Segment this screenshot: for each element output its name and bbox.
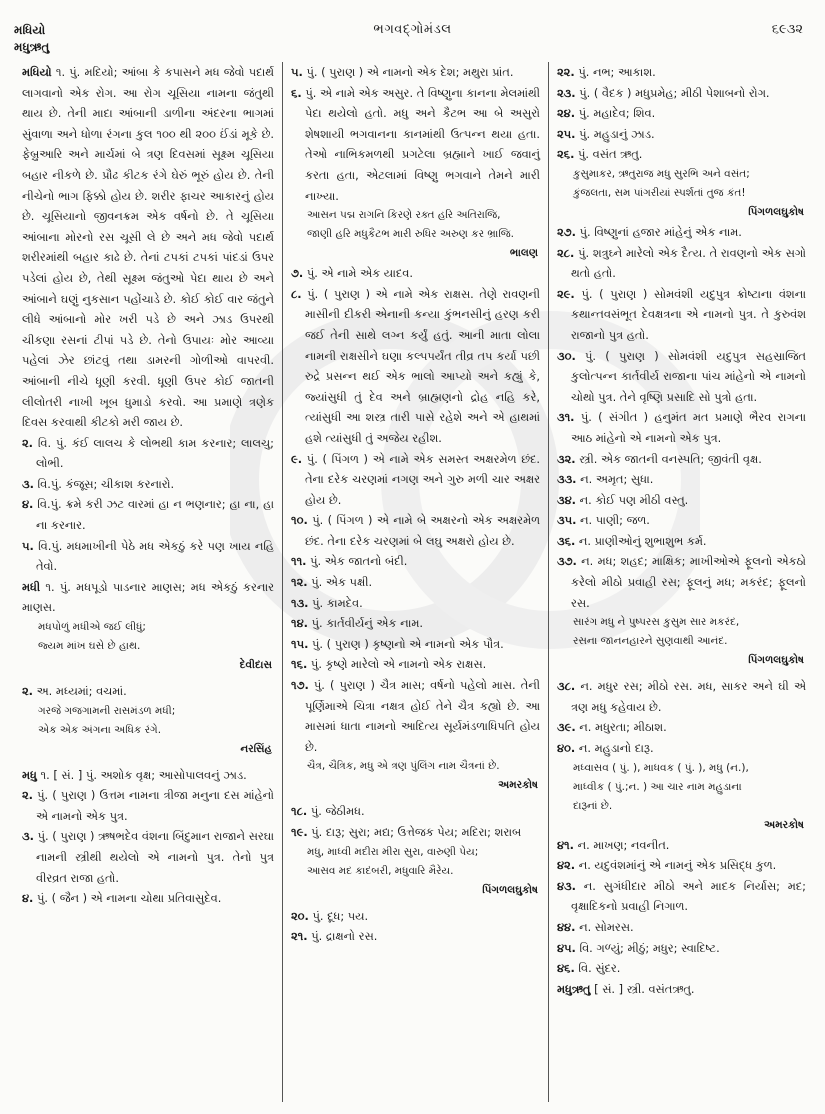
definition-text: ન. પ્રાણીઓનું શુભાશુભ કર્મ.	[578, 533, 707, 548]
definition-text: પું. મહુડાનું ઝાડ.	[579, 126, 655, 141]
sense-number: ૪૧.	[557, 837, 574, 852]
citation-verse	[22, 702, 274, 740]
guide-word-last: મધુઋતુ	[14, 40, 50, 54]
sense-item	[557, 938, 806, 959]
sense-item	[557, 676, 806, 717]
sense-item	[22, 826, 274, 888]
sense-item	[557, 835, 806, 856]
headword: મધુઋતુ	[557, 981, 591, 996]
sense-item	[557, 551, 806, 613]
sense-item	[557, 284, 806, 346]
sense-number: ૨.	[22, 684, 34, 699]
definition-text: ન. યદુવંશમાંનું એ નામનું એક પ્રસિદ્ધ કુળ.	[578, 858, 777, 873]
sense-number: ૧૨.	[291, 575, 308, 590]
citation-verse	[22, 618, 274, 656]
verse-line: મધપોળું મધીએ જઈ લીધું;	[38, 621, 146, 634]
sense-item	[557, 469, 806, 490]
sense-number: ૧૪.	[291, 616, 308, 631]
definition-text: ન. મધ; શહદ; માક્ષિક; માખીઓએ ફૂલનો એકઠો કરેલો મીઠો પ્રવાહી રસ; ફૂલનું મધ; મકરંદ; ફૂલનો રસ.	[571, 554, 807, 610]
sense-number: ૩૧.	[557, 410, 575, 425]
sense-item	[557, 531, 806, 552]
sense-number: ૧૩.	[291, 595, 309, 610]
sense-number: ૩૨.	[557, 451, 576, 466]
sense-item	[557, 407, 806, 448]
sense-number: ૩૫.	[557, 513, 577, 528]
sense-number: ૭.	[291, 266, 304, 281]
sense-number: ૯.	[291, 451, 303, 466]
verse-line: કુસુમાકર, ઋતુરાજ મધુ સુરભિ અને વસંત;	[573, 167, 750, 180]
sense-item	[557, 83, 806, 104]
page-header	[0, 12, 825, 60]
sense-item	[291, 675, 540, 757]
citation-verse	[557, 613, 806, 651]
citation-source: અમરકોષ	[764, 818, 804, 831]
dictionary-entry	[22, 577, 274, 618]
verse-line: સારંગ મધુ ને પુષ્પરસ કુસુમ સાર મકરંદ,	[573, 616, 740, 629]
definition-text: ન. અમૃત; સુધા.	[580, 472, 654, 487]
verse-line: જાણી હરિ મધુકૈટભ મારી રુધિર અરુણ કર ભ્રાજિ.	[307, 228, 515, 241]
sense-number: ૨૮.	[557, 245, 575, 260]
definition-text: અ. મધ્યમાં; વચમાં.	[36, 684, 127, 699]
sense-number: ૨.	[22, 788, 34, 803]
sense-item	[291, 449, 540, 511]
sense-number: ૨૭.	[557, 224, 576, 239]
definition-text: પું. ( પુરાણ ) ઋષભદેવ વંશના બિંદુમાન રાજાને સરઘા નામની સ્ત્રીથી થયેલો એ નામનો પુત્ર. તેનો પુત્ર વીરવ્રત રાજા હતો.	[36, 829, 274, 885]
sense-number: ૪.	[22, 497, 34, 512]
verse-line: મધ્વાસવ ( પું. ), માધવક ( પું. ), મધુ (ન.),	[573, 761, 749, 774]
sense-item	[22, 494, 274, 535]
definition-text: વિ. ગળ્યું; મીઠું; મધુર; સ્વાદિષ્ટ.	[579, 940, 720, 955]
definition-text: ન. મધુર રસ; મીઠો રસ. મધ, સાકર અને ઘી એ ત્રણ મધુ કહેવાય છે.	[571, 679, 806, 714]
sense-number: ૨૬.	[557, 147, 575, 162]
sense-item	[291, 284, 540, 449]
definition-text: ન. પાણી; જળ.	[580, 513, 650, 528]
sense-item	[557, 717, 806, 738]
sense-number: ૨૯.	[557, 286, 575, 301]
sense-item	[22, 681, 274, 702]
sense-item	[291, 906, 540, 927]
verse-line: એક એક અંગના અધિક રંગે.	[38, 723, 162, 736]
sense-item	[557, 222, 806, 243]
sense-item	[557, 346, 806, 408]
sense-number: ૪૫.	[557, 940, 576, 955]
verse-line: દારૂનાં છે.	[573, 799, 613, 812]
sense-item	[291, 593, 540, 614]
definition-text: પું. ( પુરાણ ) ઉત્તમ નામના ત્રીજા મનુના દસ માંહેનો એ નામનો એક પુત્ર.	[36, 788, 275, 823]
sense-item	[557, 144, 806, 165]
sense-item	[557, 490, 806, 511]
definition-text: વિ.પું. કંજૂસ; ચીકાશ કરનારો.	[37, 476, 175, 491]
dictionary-entry	[22, 765, 274, 786]
sense-item	[557, 917, 806, 938]
sense-number: ૨૪.	[557, 106, 576, 121]
sense-item	[291, 613, 540, 634]
definition-text: પું. દૂધ; પય.	[312, 908, 369, 923]
verse-line: રસના જાનનહારને સુણવાથી આનંદ.	[573, 635, 728, 648]
definition-text: [ સં. ] સ્ત્રી. વસંતઋતુ.	[594, 981, 695, 996]
sense-number: ૩૮.	[557, 679, 576, 694]
sense-number: ૫.	[22, 538, 34, 553]
sense-item	[291, 822, 540, 843]
definition-text: પું. વિષ્ણુનાં હજાર માંહેનું એક નામ.	[579, 224, 742, 239]
sense-item	[557, 103, 806, 124]
verse-line: ગરજે ગજગામની રાસમંડળ મધી;	[38, 704, 176, 717]
citation-source: પિંગળલઘુકોષ	[748, 205, 804, 218]
citation-verse	[557, 759, 806, 816]
citation-verse	[291, 757, 540, 776]
sense-number: ૪૨.	[557, 858, 576, 873]
citation-source: પિંગળલઘુકોષ	[482, 883, 538, 896]
column-left	[14, 62, 282, 1102]
sense-item	[557, 855, 806, 876]
definition-text: સ્ત્રી. એક જાતની વનસ્પતિ; જીવંતી વૃક્ષ.	[579, 451, 762, 466]
sense-item	[291, 551, 540, 572]
page-number: ૬૯૩૨	[771, 22, 803, 37]
sense-number: ૨૨.	[557, 65, 575, 79]
definition-text: પું. નભ; આકાશ.	[578, 65, 656, 79]
column-right	[548, 62, 814, 1102]
definition-text: ન. કોઈ પણ મીઠી વસ્તુ.	[579, 492, 689, 507]
definition-text: પું. મહાદેવ; શિવ.	[578, 106, 656, 121]
sense-item	[557, 738, 806, 759]
headword: મધુ	[22, 767, 37, 782]
verse-line: કુંજલતા, સમ પાંગરીયાં સ્પર્શતાં તુજ કંત!	[573, 186, 746, 199]
definition-text: પું. ( પુરાણ ) સોમવંશી યદુપુત્ર ક્રોષ્ટાના વંશના કથાન્તવસંભૂત દેવક્ષત્રના એ નામનો પુત્ર. તે કુરુવંશ રાજાનો પુત્ર હતો.	[571, 286, 806, 342]
sense-item	[22, 888, 274, 909]
sense-number: ૧૮.	[291, 804, 308, 819]
definition-text: પું. કાર્તવીર્યનું એક નામ.	[311, 616, 424, 631]
verse-line: માધ્વીક ( પું.;ન. ) આ ચાર નામ મહુડાના	[573, 780, 742, 793]
sense-item	[291, 926, 540, 947]
citation-source: દેવીદાસ	[239, 659, 272, 672]
definition-text: ૧. પું. મદિયો; આંબા કે કપાસને મધ જેવો પદાર્થ લાગવાનો એક રોગ. આ રોગ ચૂસિયા નામના જંતુથી થાય છે. તેની માદા આંબાની ડાળીના અંદરના ભાગમાં સુંવાળા અને ધોળા રંગના કુલ ૧૦૦ થી ૨૦૦ ઈંડાં મૂકે છે. ફેબ્રુઆરિ અને માર્ચમાં બે ત્રણ દિવસમાં સૂક્ષ્મ ચૂસિયા બહાર નીકળે છે. પ્રૌઢ કીટક રંગે ઘેરું ભૂરું હોય છે. તેની નીચેનો ભાગ ફિક્કો હોય છે. શરીર ફાચર આકારનું હોય છે. ચૂસિયાનો જીવનક્રમ એક વર્ષનો છે. તે ચૂસિયા આંબાના મોરનો રસ ચૂસી લે છે અને મધ જેવો પદાર્થ શરીરમાંથી બહાર કાઢે છે. તેનાં ટપકાં ટપકાં પાંદડાં ઉપર પડેલાં હોય છે, તેથી સૂક્ષ્મ જંતુઓ પેદા થાય છે અને આંબાને ઘણું નુકસાન પહોંચાડે છે. કોઈ કોઈ વાર જંતુને લીધે આંબાનો મોર ખરી પડે છે અને ઝાડ ઉપરથી ચીકણા રસનાં ટીપાં પડે છે. તેનો ઉપાયઃ મોર આવ્યા પહેલાં ઝેર છાંટવું તથા ડામરની ગોળીઓ વાપરવી. આંબાની નીચે ધૂણી કરવી. ધૂણી ઉપર કોઈ જાતની લીલોતરી નાખી ખૂબ ધુમાડો કરવો. આ પ્રમાણે ત્રણેક દિવસ કરવાથી કીટકો મરી જાય છે.	[22, 65, 275, 430]
definition-text: ન. માખણ; નવનીત.	[577, 837, 670, 852]
guide-word-first: મધિયો	[14, 23, 46, 37]
sense-number: ૪૩.	[557, 878, 576, 893]
sense-number: ૪૦.	[557, 741, 576, 756]
definition-text: પું. વસંત ઋતુ.	[578, 147, 643, 162]
headword: મધિયો	[22, 65, 52, 79]
definition-text: ૧. [ સં. ] પું. અશોક વૃક્ષ; આસોપાલવનું ઝાડ.	[40, 767, 247, 782]
sense-number: ૩૭.	[557, 554, 577, 569]
sense-item	[291, 801, 540, 822]
sense-number: ૪.	[22, 891, 34, 906]
definition-text: પું. એ નામે એક યાદવ.	[306, 266, 413, 281]
definition-text: પું. દ્રાક્ષનો રસ.	[311, 929, 378, 944]
sense-number: ૩૦.	[557, 348, 576, 363]
sense-number: ૩૪.	[557, 492, 576, 507]
sense-number: ૫.	[291, 65, 303, 79]
citation-source: અમરકોષ	[498, 779, 538, 792]
verse-line: આસન પદ્મ રાગનિ કિરણે રક્ત હરિ અતિરાજિ,	[307, 209, 501, 222]
sense-number: ૪૬.	[557, 961, 575, 976]
definition-text: પું. ( જૈન ) એ નામના ચોથા પ્રતિવાસુદેવ.	[37, 891, 222, 906]
definition-text: પું. ( પુરાણ ) ચૈત્ર માસ; વર્ષનો પહેલો માસ. તેની પૂર્ણિમાએ ચિત્રા નક્ષત્ર હોઈ તેને ચૈત્ર કહ્યો છે. આ માસમાં ધાતા નામનો આદિત્ય સૂર્યમંડળાધિપતિ હોય છે.	[305, 678, 541, 754]
sense-item	[557, 243, 806, 284]
sense-item	[291, 83, 540, 207]
sense-number: ૨.	[22, 435, 34, 450]
sense-number: ૮.	[291, 286, 302, 301]
definition-text: પું. એક પક્ષી.	[311, 575, 373, 590]
sense-item	[22, 433, 274, 474]
definition-text: ન. મહુડાનો દારૂ.	[578, 741, 654, 756]
sense-item	[557, 62, 806, 83]
definition-text: પું. જેઠીમધ.	[310, 804, 365, 819]
definition-text: પું. ( પુરાણ ) સોમવંશી યદુપુત્ર સહસ્રાજિત કુલોત્પન્ન કાર્તવીર્ય રાજાના પાંચ માંહેનો એ નામનો ચોથો પુત્ર. તેને વૃષ્ણિ પ્રસાદિ સો પુત્રો હતા.	[571, 348, 806, 404]
citation-source: પિંગળલઘુકોષ	[748, 654, 804, 667]
definition-text: વિ.પું. મધમાખીની પેઠે મધ એકઠું કરે પણ ખાય નહિ તેવો.	[36, 538, 274, 574]
sense-number: ૧૫.	[291, 636, 309, 651]
verse-line: આસવ મદ કાદંબરી, મધુવારિ મૈરેય.	[307, 864, 454, 877]
definition-text: પું. શત્રુઘ્ને મારેલો એક દૈત્ય. તે રાવણનો એક સગો થતો હતો.	[571, 245, 806, 281]
sense-item	[557, 449, 806, 470]
sense-number: ૩.	[22, 476, 34, 491]
verse-line: જ્યમ માંખ ઘસે છે હાથ.	[38, 640, 141, 653]
sense-item	[557, 958, 806, 979]
definition-text: પું. ( પુરાણ ) એ નામે એક રાક્ષસ. તેણે રાવણની માસીની દીકરી એનાની કન્યા કુંભનસીનું હરણ કરી જઈ તેની સાથે લગ્ન કર્યું હતું. આની માતા લોલા નામની રાક્ષસીને ઘણા કલ્પપર્યંત તીવ્ર તપ કર્યા પછી રુદ્રે પ્રસન્ન થઈ એક ભાલો આપ્યો અને કહ્યું કે, જ્યાંસુધી તું દેવ અને બ્રાહ્મણનો દ્રોહ નહિ કરે, ત્યાંસુધી આ શસ્ત્ર તારી પાસે રહેશે અને એ હાથમાં હશે ત્યાંસુધી તું અજેય રહીશ.	[305, 286, 540, 445]
definition-text: ન. મધુરતા; મીઠાશ.	[579, 720, 667, 735]
definition-text: પું. દારૂ; સુરા; મદ્ય; ઉત્તેજક પેય; મદિરા; શરાબ	[311, 825, 522, 839]
definition-text: પું. ( પિંગળ ) એ નામે એક સમસ્ત અક્ષરમેળ છંદ. તેના દરેક ચરણમાં નગણ અને ગુરુ મળી ચાર અક્ષર હોય છે.	[305, 451, 541, 507]
sense-number: ૩૬.	[557, 533, 576, 548]
citation-source: નરસિંહ	[240, 742, 272, 755]
dictionary-columns	[14, 62, 814, 1102]
citation-verse	[557, 165, 806, 203]
sense-number: ૪૪.	[557, 920, 576, 934]
running-title: ભગવદ્ગોમંડલ	[373, 22, 452, 37]
sense-item	[291, 62, 540, 83]
verse-line: મધુ, માધ્વી મદીરા મીરા સુરા, વારુણી પેય;	[307, 845, 479, 858]
definition-text: ન. સુગંધીદાર મીઠો અને માદક નિર્યાસ; મદ; વૃક્ષાદિકનો પ્રવાહી નિગાળ.	[571, 878, 806, 914]
dictionary-entry	[557, 979, 806, 1000]
definition-text: પું. ( પુરાણ ) કૃષ્ણનો એ નામનો એક પૌત્ર.	[312, 636, 504, 651]
sense-number: ૧૦.	[291, 513, 308, 528]
sense-number: ૨૫.	[557, 126, 576, 141]
sense-number: ૧૭.	[291, 678, 309, 693]
sense-item	[22, 785, 274, 826]
sense-number: ૩.	[22, 829, 34, 844]
sense-item	[291, 572, 540, 593]
headword: મધી	[22, 579, 41, 594]
verse-line: ચૈત્ર, ચૈત્રિક, મધુ એ ત્રણ પુંલિંગ નામ ચૈત્રનાં છે.	[307, 760, 500, 773]
definition-text: પું. કૃષ્ણે મારેલો એ નામનો એક રાક્ષસ.	[310, 657, 487, 672]
sense-number: ૨૧.	[291, 929, 308, 944]
sense-number: ૨૩.	[557, 85, 576, 100]
definition-text: પું. ( પિંગળ ) એ નામે બે અક્ષરનો એક અક્ષરમેળ છંદ. તેના દરેક ચરણમાં બે લઘુ અક્ષરો હોય છે.	[305, 513, 540, 548]
definition-text: વિ. પું. કંઈ લાલચ કે લોભથી કામ કરનાર; લાલચુ; લોભી.	[36, 435, 274, 471]
definition-text: પું. કામદેવ.	[312, 595, 363, 610]
sense-number: ૨૦.	[291, 908, 309, 923]
sense-item	[291, 510, 540, 551]
definition-text: ૧. પું. મધપૂડો પાડનાર માણસ; મધ એકઠું કરનાર માણસ.	[22, 579, 274, 615]
sense-number: ૧૧.	[291, 554, 307, 569]
citation-verse	[291, 206, 540, 244]
dictionary-entry	[22, 62, 274, 433]
sense-item	[22, 536, 274, 577]
sense-item	[557, 124, 806, 145]
sense-item	[291, 654, 540, 675]
sense-number: ૩૯.	[557, 720, 576, 735]
sense-number: ૧૯.	[291, 825, 308, 839]
definition-text: વિ.પું. ક્રમે કરી ઝટ વારમાં હા ન ભણનાર; હા ના, હા ના કરનાર.	[36, 497, 275, 533]
definition-text: વિ. સુંદર.	[578, 961, 621, 976]
column-middle	[282, 62, 548, 1102]
sense-item	[557, 510, 806, 531]
sense-item	[557, 876, 806, 917]
definition-text: પું. ( સંગીત ) હનુમંત મત પ્રમાણે ભૈરવ રાગના આઠ માંહેનો એ નામનો એક પુત્ર.	[571, 410, 806, 445]
sense-number: ૧૬.	[291, 657, 308, 672]
citation-verse	[291, 843, 540, 881]
sense-item	[291, 263, 540, 284]
sense-number: ૩૩.	[557, 472, 577, 487]
definition-text: પું. એક જાતનો બંદી.	[310, 554, 408, 569]
sense-item	[291, 634, 540, 655]
definition-text: પું. ( પુરાણ ) એ નામનો એક દેશ; મથુરા પ્રાંત.	[306, 65, 514, 79]
sense-item	[22, 474, 274, 495]
definition-text: ન. સોમરસ.	[579, 920, 634, 934]
definition-text: પું. એ નામે એક અસુર. તે વિષ્ણુના કાનના મેલમાંથી પેદા થયેલો હતો. મધુ અને કૈટભ આ બે અસુરો શેષશાયી ભગવાનના કાનમાંથી ઉત્પન્ન થયા હતા. તેઓ નાભિકમળથી પ્રગટેલા બ્રહ્માને ખાઈ જવાનું કરતા હતા, એટલામાં વિષ્ણુ ભગવાને તેમને મારી નાખ્યા.	[305, 85, 540, 203]
definition-text: પું. ( વૈદક ) મધુપ્રમેહ; મીઠી પેશાબનો રોગ.	[579, 85, 770, 100]
sense-number: ૬.	[291, 85, 302, 100]
citation-source: ભાલણ	[509, 247, 538, 260]
